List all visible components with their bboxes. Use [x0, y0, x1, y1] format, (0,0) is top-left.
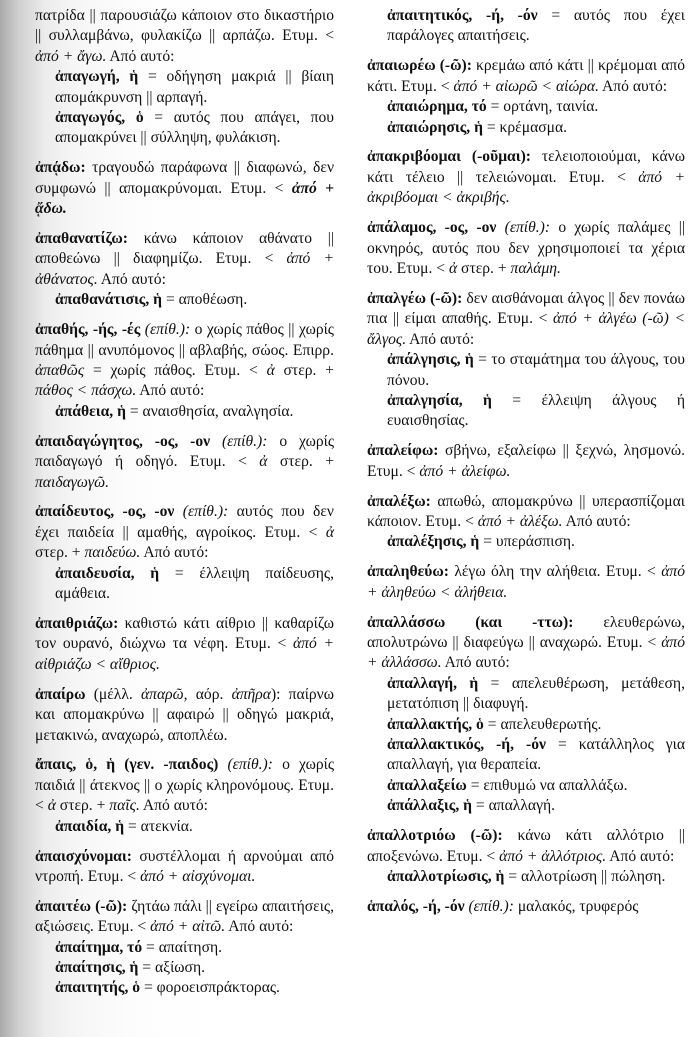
entry-definition [367, 289, 685, 350]
entry-text: παιδαγωγῶ. [35, 473, 109, 491]
derivative-entry [367, 118, 685, 138]
derivative-text: = κατάλληλος για απαλλαγή, για θεραπεία. [387, 736, 685, 774]
derivative-headword: ἀπαίτημα, τό [55, 938, 143, 956]
entry-text: ζητάω πάλι || εγείρω απαιτήσεις, αξιώσεις. Ετυμ. < [35, 897, 335, 936]
derivative-entry [35, 108, 334, 149]
derivative-text: = αλλοτρίωση || πώληση. [504, 867, 666, 885]
derivative-headword: ἀπαιτητικός, -ή, -όν [387, 7, 538, 24]
derivative-headword: ἀπαθανάτισις, ἡ [55, 291, 163, 309]
entry-text: απωθώ, απομακρύνω || υπερασπίζομαι κάποιον. Ετυμ. < [367, 492, 685, 530]
entry-text: (επίθ.): [218, 756, 273, 774]
entry-text: παλάμη. [510, 259, 561, 277]
entry-text: ἀπό + αἰωρῶ < αἰώρα. [453, 77, 599, 95]
entry-text: ἀ [325, 523, 334, 541]
headword: ἀπαλγέω (-ῶ): [367, 289, 463, 307]
dictionary-column-left [35, 6, 334, 1008]
derivative-entry [367, 350, 685, 391]
derivative-headword: ἀπαιώρησις, ἡ [387, 118, 483, 136]
derivative-headword: ἀπάθεια, ἡ [55, 402, 126, 420]
dictionary-entry [35, 432, 334, 493]
headword: ἀπαθανατίζω: [35, 230, 128, 248]
entry-text: ἀπῆρα [231, 685, 271, 703]
derivative-text: = αξίωση. [138, 959, 206, 977]
derivative-entry [367, 867, 685, 887]
derivative-text: = απαλλαγή. [472, 797, 556, 815]
headword: ἀπαλλοτριόω (-ῶ): [367, 827, 503, 845]
dictionary-column-right [367, 6, 685, 927]
entry-definition [35, 685, 334, 746]
entry-definition [367, 562, 685, 603]
derivative-headword: ἀπαλλακτικός, -ή, -όν [387, 736, 546, 753]
dictionary-entry [367, 897, 685, 917]
dictionary-entry [35, 755, 334, 837]
entry-text: παῖς. [109, 797, 140, 815]
entry-definition [35, 755, 334, 816]
entry-text: καθιστώ κάτι αίθριο || καθαρίζω τον ουρανό, διώχνω τα νέφη. Ετυμ. < [35, 614, 334, 653]
entry-text: στερ. + [55, 797, 110, 815]
dictionary-entry [35, 320, 334, 422]
derivative-headword: ἀπαλέξησις, ἡ [387, 533, 480, 551]
derivative-text: = αυτός που έχει παράλογες απαιτήσεις. [387, 7, 685, 45]
entry-text: Από αυτό: [562, 512, 631, 530]
entry-text: (επίθ.): [464, 897, 514, 915]
entry-text: ο χωρίς πάθος || χωρίς πάθημα || ανυπόμονος || αβλαβής, σώος. Επιρρ. [35, 321, 334, 359]
entry-text: (επίθ.): [140, 321, 191, 339]
entry-text: Από αυτό: [136, 382, 205, 400]
entry-text: ο χωρίς παλάμες || οκνηρός, αυτός που δεν χρησιμοποιεί τα χέρια του. Ετυμ. < [367, 219, 685, 277]
entry-text: ἀ [266, 362, 275, 379]
derivative-headword: ἀπαλλαγή, ἡ [387, 674, 479, 692]
headword: ἀπᾴδω: [35, 159, 86, 177]
derivative-entry [367, 6, 685, 47]
dictionary-entry [35, 847, 334, 888]
entry-text: κάνω κάποιον αθάνατο || αποθεώνω || διαφημίζω. Ετυμ. < [35, 230, 334, 268]
entry-text: ἀπαθῶς [35, 362, 85, 379]
derivative-entry [35, 817, 334, 837]
entry-definition [35, 502, 334, 563]
derivative-entry [35, 938, 334, 958]
entry-text: ἀπό + ἀλείφω. [419, 462, 511, 480]
entry-text: λέγω όλη την αλήθεια. Ετυμ. < [448, 563, 662, 581]
derivative-headword: ἀπαιδία, ἡ [55, 817, 125, 835]
entry-text: συστέλλομαι ή αρνούμαι από ντροπή. Ετυμ. < [35, 847, 334, 885]
dictionary-entry [367, 441, 685, 482]
entry-text: Από αυτό: [97, 270, 166, 288]
entry-definition [367, 492, 685, 533]
derivative-entry [367, 776, 685, 796]
derivative-text: = ατεκνία. [124, 817, 193, 835]
headword: ἀπαιδαγώγητος, -ος, -ον [35, 432, 211, 450]
derivative-headword: ἀπαιτητής, ὁ [55, 979, 141, 997]
entry-text: μαλακός, τρυφερός [513, 897, 639, 915]
entry-text: Από αυτό: [225, 918, 294, 936]
entry-text: ἀπό + ἀλλάσσω. [367, 633, 685, 672]
dictionary-entry [367, 56, 685, 138]
derivative-entry [35, 564, 334, 605]
entry-text: Από αυτό: [140, 544, 209, 562]
derivative-headword: ἀπάλγησις, ἡ [387, 351, 474, 369]
derivative-headword: ἀπαλλακτής, ὁ [387, 715, 484, 733]
entry-text: (επίθ.): [210, 432, 268, 450]
entry-text: ἀπό + αἰτῶ. [150, 918, 226, 936]
derivative-headword: ἀπαιδευσία, ἡ [55, 564, 160, 582]
headword: ἀπαιωρέω (-ῶ): [367, 57, 472, 75]
entry-text: (επίθ.): [174, 503, 229, 521]
entry-text: τραγουδώ παράφωνα || διαφωνώ, δεν συμφωνώ || απομακρύνομαι. Ετυμ. < [35, 159, 334, 197]
derivative-entry [35, 290, 334, 310]
entry-text: δεν αισθάνομαι άλγος || δεν πονάω πια || είμαι απαθής. Ετυμ. < [367, 289, 685, 328]
entry-text: Από αυτό: [106, 47, 175, 65]
derivative-text: = το σταμάτημα του άλγους, του πόνου. [387, 351, 686, 389]
derivative-entry [367, 674, 685, 715]
entry-text: ο χωρίς παιδαγωγό ή οδηγό. Ετυμ. < [35, 432, 334, 471]
derivative-text: = οδήγηση μακριά || βίαιη απομάκρυνση || αρπαγή. [55, 68, 334, 106]
entry-text: ἀπό + ἀλγέω (-ῶ) < ἄλγος. [367, 310, 685, 348]
derivative-text: = αποθέωση. [162, 291, 248, 309]
derivative-headword: ἀπαιώρημα, τό [387, 98, 487, 116]
entry-text: Από αυτό: [406, 330, 475, 348]
entry-text: Από αυτό: [606, 847, 675, 865]
dictionary-entry [35, 614, 334, 675]
entry-text: στερ. + [457, 259, 511, 277]
entry-text: στερ. + [274, 362, 334, 379]
dictionary-entry [367, 826, 685, 887]
entry-definition [367, 826, 685, 867]
entry-text: σβήνω, εξαλείφω || ξεχνώ, λησμονώ. Ετυμ. < [367, 442, 685, 480]
headword: ἀπάλαμος, -ος, -ον [367, 219, 497, 237]
headword: ἁπαλός, -ή, -όν [367, 897, 465, 915]
entry-text: ἀ [47, 797, 56, 815]
headword: ἀπαλείφω: [367, 442, 439, 460]
derivative-entry [367, 97, 685, 117]
entry-definition [367, 613, 685, 674]
entry-definition [35, 320, 334, 402]
entry-text: ἀπαρῶ, [141, 685, 188, 703]
entry-text: ελευθερώνω, απολυτρώνω || διαφεύγω || αναχωρώ. Ετυμ. < [367, 613, 685, 651]
entry-text: ἀπό + ᾄδω. [35, 179, 334, 218]
derivative-headword: ἀπάλλαξις, ἡ [387, 797, 472, 815]
derivative-text: = έλλειψη παίδευσης, αμάθεια. [55, 564, 334, 603]
entry-definition [367, 441, 685, 482]
entry-text: (μέλλ. [85, 685, 141, 703]
headword: ἀπαθής, -ής, -ές [35, 321, 141, 339]
entry-definition [367, 897, 685, 917]
headword: ἀπαιτέω (-ῶ): [35, 897, 128, 915]
entry-definition [35, 432, 334, 493]
entry-definition [367, 218, 685, 279]
entry-definition [35, 897, 334, 938]
entry-text: παιδεύω. [84, 544, 141, 562]
derivative-headword: ἀπαλγησία, ἡ [387, 391, 492, 409]
entry-text: πατρίδα || παρουσιάζω κάποιον στο δικαστήριο || συλλαμβάνω, φυλακίζω || αρπάζω. Ετυμ. < [35, 7, 334, 45]
entry-text: ἀπό + ἀκριβόομαι < ἀκριβής. [367, 168, 686, 207]
entry-text: ἀπό + αἰθριάζω < αἴθριος. [35, 635, 334, 673]
entry-definition [35, 614, 334, 675]
entry-text: αυτός που δεν έχει παιδεία || αμαθής, αγροίκος. Ετυμ. < [35, 503, 334, 541]
dictionary-entry [367, 289, 685, 432]
entry-text: ): παίρνω και απομακρύνω || αφαιρώ || οδηγώ μακριά, μετακινώ, αναχωρώ, αποπλέω. [35, 685, 334, 744]
derivative-text: = έλλειψη άλγους ή ευαισθησίας. [387, 391, 685, 430]
entry-definition [35, 6, 334, 67]
entry-text: Από αυτό: [441, 654, 510, 672]
entry-text: κάνω κάτι αλλότριο || αποξενώνω. Ετυμ. < [367, 827, 685, 865]
derivative-text: = απελευθέρωση, μετάθεση, μετατόπιση || διαφυγή. [387, 674, 685, 713]
entry-text: ο χωρίς παιδιά || άτεκνος || ο χωρίς κληρονόμους. Ετυμ. < [35, 756, 335, 815]
entry-definition [367, 147, 685, 208]
dictionary-entry [35, 229, 334, 311]
entry-text: πάθος < πάσχω. [35, 382, 137, 400]
derivative-text: = κρέμασμα. [482, 118, 568, 136]
entry-definition [35, 229, 334, 290]
derivative-text: = απαίτηση. [142, 938, 223, 956]
derivative-headword: ἀπαλλοτρίωσις, ἡ [387, 867, 505, 885]
entry-text: ἀπό + αἰσχύνομαι. [140, 867, 256, 885]
entry-definition [367, 56, 685, 97]
entry-text: = χωρίς πάθος. Ετυμ. < [84, 362, 267, 379]
entry-text: ἀ [259, 453, 268, 471]
derivative-headword: ἀπαλλαξείω [387, 776, 467, 794]
headword: ἀπαλέξω: [367, 492, 431, 510]
derivative-entry [35, 978, 334, 998]
derivative-entry [35, 958, 334, 978]
entry-text: στερ. + [35, 544, 85, 562]
dictionary-entry-continuation [35, 6, 334, 149]
dictionary-entry [367, 147, 685, 208]
headword: ἀπαλλάσσω (και -ττω): [367, 613, 574, 631]
derivative-text: = φοροεισπράκτορας. [140, 979, 280, 997]
headword: ἀπαληθεύω: [367, 563, 449, 581]
headword: ἀπακριβόομαι (-οῦμαι): [367, 148, 531, 166]
derivative-text: = απελευθερωτής. [483, 715, 602, 733]
entry-text: ἀπό + ἀθάνατος. [35, 250, 335, 288]
derivative-entry [367, 715, 685, 735]
derivative-headword: ἀπαγωγός, ὁ [55, 109, 144, 127]
dictionary-entry [35, 502, 334, 604]
headword: ἀπαίδευτος, -ος, -ον [35, 503, 175, 521]
dictionary-entry-continuation [367, 6, 685, 47]
entry-text: στερ. + [267, 453, 334, 471]
derivative-entry [367, 532, 685, 552]
derivative-headword: ἀπαγωγή, ἡ [55, 68, 139, 86]
entry-text: (επίθ.): [496, 219, 551, 237]
entry-definition [35, 158, 334, 219]
derivative-entry [367, 735, 685, 776]
entry-text: ἀπό + ἀλλότριος. [499, 847, 607, 865]
headword: ἀπαίρω [35, 685, 86, 703]
derivative-text: = επιθυμώ να απαλλάξω. [466, 776, 628, 794]
entry-text: ἀπό + ἀληθεύω < ἀλήθεια. [367, 563, 685, 601]
dictionary-entry [35, 897, 334, 999]
entry-text: κρεμάω από κάτι || κρέμομαι από κάτι. Ετυμ. < [367, 57, 685, 95]
entry-text: Από αυτό: [139, 797, 208, 815]
entry-text: Από αυτό: [598, 77, 668, 95]
entry-definition [35, 847, 334, 888]
dictionary-entry [367, 218, 685, 279]
derivative-text: = αυτός που απάγει, που απομακρύνει || σύλληψη, φυλάκιση. [55, 109, 334, 147]
headword: ἀπαιθριάζω: [35, 614, 119, 632]
entry-text: ἀπό + ἀλέξω. [477, 512, 563, 530]
derivative-headword: ἀπαίτησις, ἡ [55, 959, 139, 977]
headword: ἄπαις, ὁ, ἡ (γεν. -παιδος) [35, 756, 219, 774]
derivative-entry [35, 67, 334, 108]
derivative-text: = υπεράσπιση. [479, 533, 575, 551]
derivative-text: = αναισθησία, αναλγησία. [125, 402, 294, 420]
headword: ἀπαισχύνομαι: [35, 847, 132, 865]
derivative-entry [35, 402, 334, 422]
entry-text: ἀ [448, 259, 458, 277]
derivative-entry [367, 796, 685, 816]
entry-text: ἀπό + ἄγω. [35, 47, 107, 65]
entry-text: τελειοποιούμαι, κάνω κάτι τέλειο || τελειώνομαι. Ετυμ. < [367, 148, 685, 186]
derivative-entry [367, 391, 685, 432]
derivative-text: = ορτάνη, ταινία. [486, 98, 599, 116]
dictionary-entry [35, 158, 334, 219]
entry-text: αόρ. [187, 685, 232, 703]
dictionary-entry [367, 613, 685, 817]
dictionary-entry [35, 685, 334, 746]
dictionary-entry [367, 562, 685, 603]
dictionary-entry [367, 492, 685, 553]
